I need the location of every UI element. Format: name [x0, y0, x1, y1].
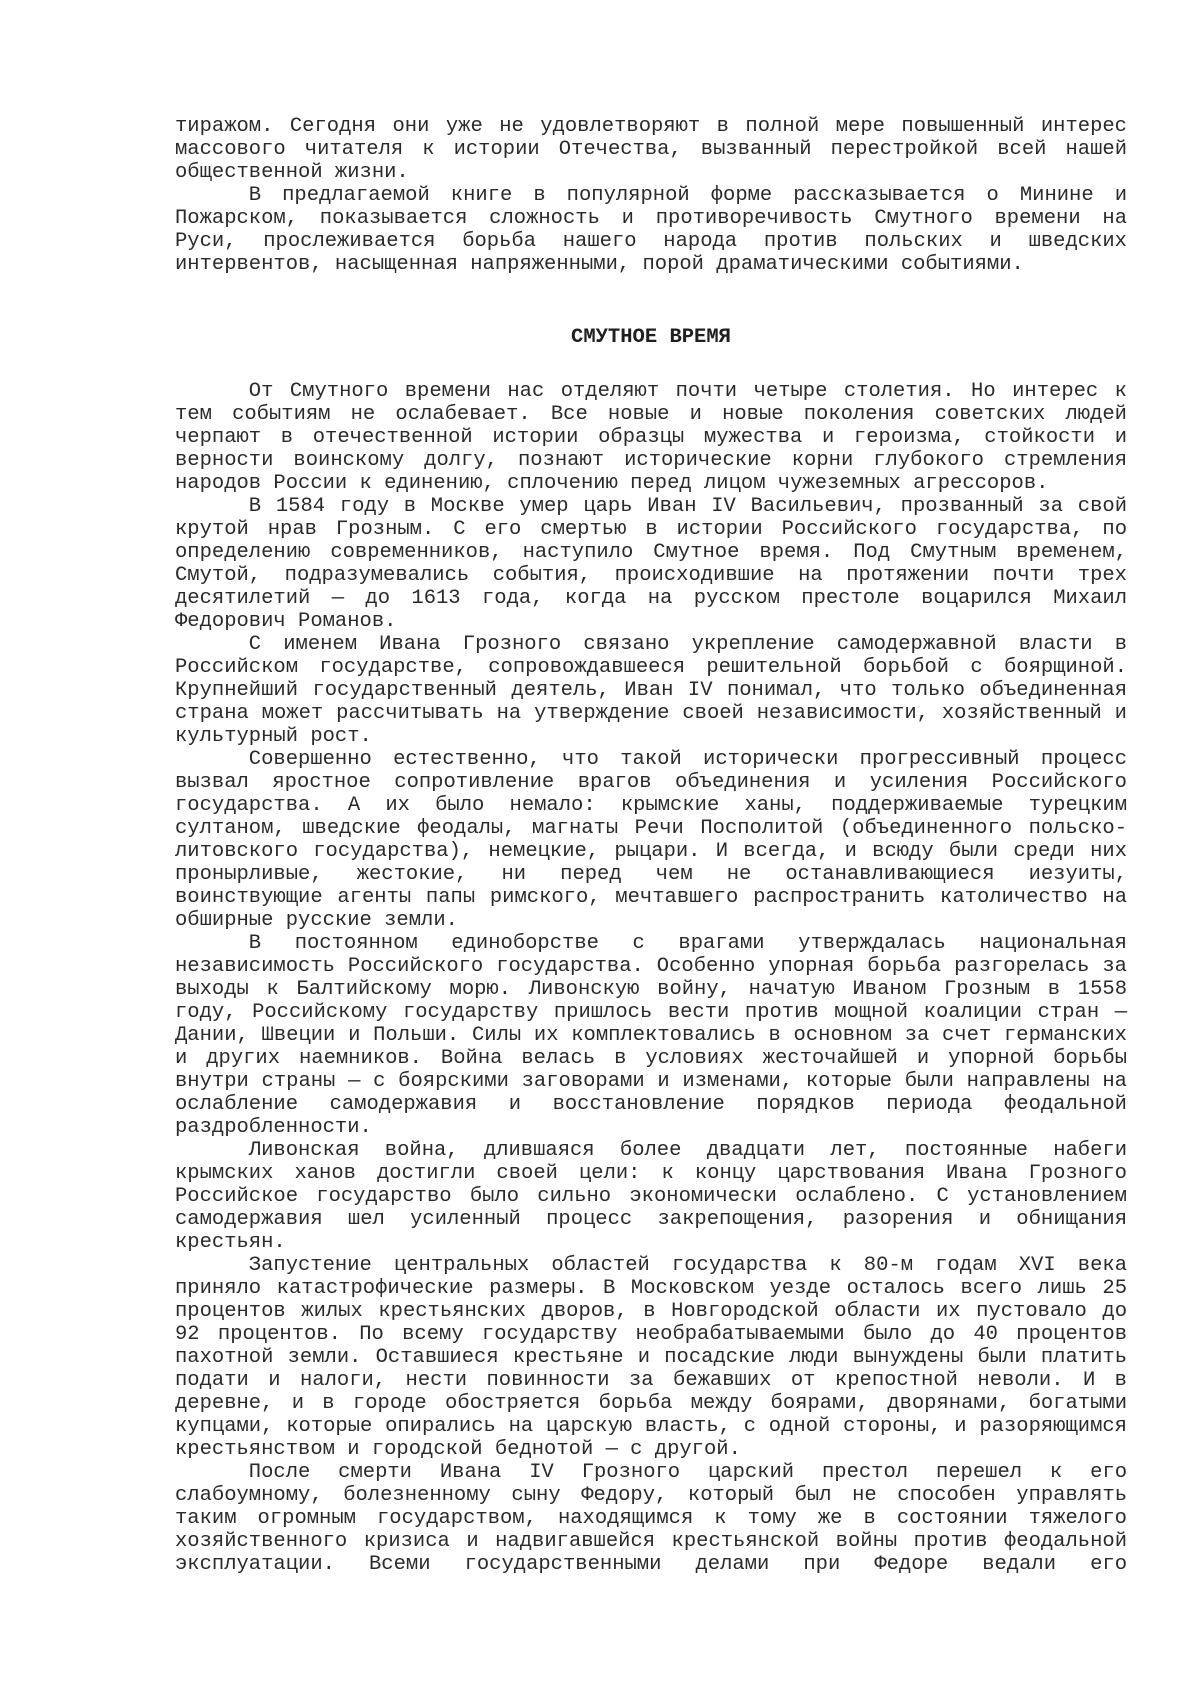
- body-paragraph: Запустение центральных областей государства к 80-м годам XVI века приняло катастрофические размеры. В Московском уезде осталось всего лишь 25 процентов жилых крестьянских дворов, в Новгородской области их пустовало до 92 процентов. По всему государству необрабатываемыми было до 40 процентов пахотной земли. Оставшиеся крестьяне и посадские люди вынуждены были платить подати и налоги, нести повинности за бежавших от крепостной неволи. И в деревне, и в городе обостряется борьба между боярами, дворянами, богатыми купцами, которые опирались на царскую власть, с одной стороны, и разоряющимся крестьянством и городской беднотой — с другой.: [175, 1254, 1127, 1461]
- body-paragraph-continues: После смерти Ивана IV Грозного царский престол перешел к его слабоумному, болезненному сыну Федору, который был не способен управлять таким огромным государством, находящимся к тому же в состоянии тяжелого хозяйственного кризиса и надвигавшейся крестьянской войны против феодальной эксплуатации. Всеми государственными делами при Федоре ведали его: [175, 1461, 1127, 1576]
- intro-section: [175, 115, 1127, 276]
- continued-paragraph: тиражом. Сегодня они уже не удовлетворяют в полной мере повышенный интерес массового читателя к истории Отечества, вызванный перестройкой всей нашей общественной жизни.: [175, 115, 1127, 184]
- body-paragraph: От Смутного времени нас отделяют почти четыре столетия. Но интерес к тем событиям не ослабевает. Все новые и новые поколения советских людей черпают в отечественной истории образцы мужества и героизма, стойкости и верности воинскому долгу, познают исторические корни глубокого стремления народов России к единению, сплочению перед лицом чужеземных агрессоров.: [175, 380, 1127, 495]
- body-paragraph: В постоянном единоборстве с врагами утверждалась национальная независимость Российского государства. Особенно упорная борьба разгорелась за выходы к Балтийскому морю. Ливонскую войну, начатую Иваном Грозным в 1558 году, Российскому государству пришлось вести против мощной коалиции стран — Дании, Швеции и Польши. Силы их комплектовались в основном за счет германских и других наемников. Война велась в условиях жесточайшей и упорной борьбы внутри страны — с боярскими заговорами и изменами, которые были направлены на ослабление самодержавия и восстановление порядков периода феодальной раздробленности.: [175, 932, 1127, 1139]
- chapter-title: СМУТНОЕ ВРЕМЯ: [571, 326, 731, 349]
- intro-paragraph: В предлагаемой книге в популярной форме рассказывается о Минине и Пожарском, показывается сложность и противоречивость Смутного времени на Руси, прослеживается борьба нашего народа против польских и шведских интервентов, насыщенная напряженными, порой драматическими событиями.: [175, 184, 1127, 276]
- chapter-heading: [175, 326, 1127, 349]
- body-paragraph: С именем Ивана Грозного связано укрепление самодержавной власти в Российском государстве, сопровождавшееся решительной борьбой с боярщиной. Крупнейший государственный деятель, Иван IV понимал, что только объединенная страна может рассчитывать на утверждение своей независимости, хозяйственный и культурный рост.: [175, 633, 1127, 748]
- body-paragraph: Ливонская война, длившаяся более двадцати лет, постоянные набеги крымских ханов достигли своей цели: к концу царствования Ивана Грозного Российское государство было сильно экономически ослаблено. С установлением самодержавия шел усиленный процесс закрепощения, разорения и обнищания крестьян.: [175, 1139, 1127, 1254]
- body-paragraph: В 1584 году в Москве умер царь Иван IV Васильевич, прозванный за свой крутой нрав Грозным. С его смертью в истории Российского государства, по определению современников, наступило Смутное время. Под Смутным временем, Смутой, подразумевались события, происходившие на протяжении почти трех десятилетий — до 1613 года, когда на русском престоле воцарился Михаил Федорович Романов.: [175, 495, 1127, 633]
- body-paragraph: Совершенно естественно, что такой исторически прогрессивный процесс вызвал яростное сопротивление врагов объединения и усиления Российского государства. А их было немало: крымские ханы, поддерживаемые турецким султаном, шведские феодалы, магнаты Речи Посполитой (объединенного польско-литовского государства), немецкие, рыцари. И всегда, и всюду были среди них пронырливые, жестокие, ни перед чем не останавливающиеся иезуиты, воинствующие агенты папы римского, мечтавшего распространить католичество на обширные русские земли.: [175, 748, 1127, 932]
- chapter-body: [175, 380, 1127, 1576]
